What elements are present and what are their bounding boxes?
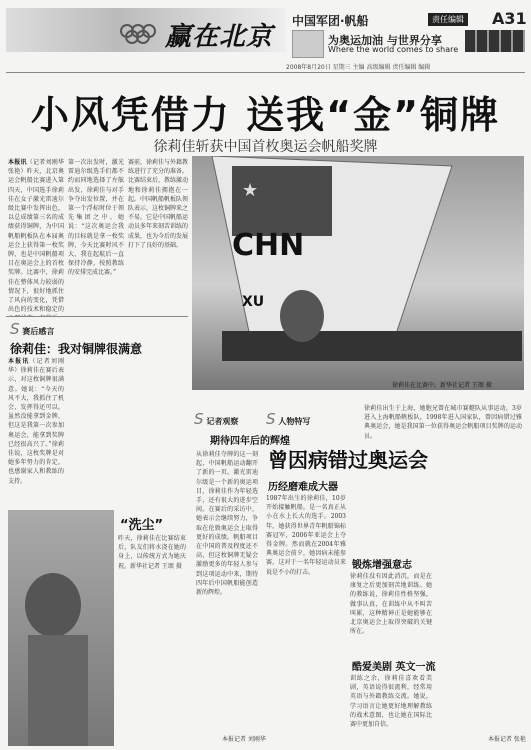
celebration-graphic	[8, 510, 114, 746]
section-header-observation	[194, 410, 238, 428]
paper-name: 中国军团·帆船	[292, 14, 369, 28]
dateline: 2008年8月20日 星期三 主编 高级编辑 责任编辑 编辑	[286, 64, 431, 71]
celebration-label: “洗尘”	[120, 518, 164, 533]
lead-article-column-3	[128, 158, 188, 316]
aftermatch-column-3	[128, 357, 188, 507]
observation-author: 本报记者 刘刚华	[222, 736, 266, 743]
edition-badge: 责任编辑	[428, 13, 468, 26]
subheadline: 徐莉佳斩获中国首枚奥运会帆船奖牌	[153, 139, 378, 155]
header-rule	[6, 72, 525, 73]
observation-title: 期待四年后的辉煌	[210, 436, 290, 447]
profile-text-2: 徐莉佳没有因此消沉，而是在康复之后更加刻苦地训练。她的教练说，徐莉佳性格坚强，做事认真，在训练中从不叫苦叫累，这种精神正是她能够在北京奥运会上取得突破的关键所在。	[350, 573, 432, 636]
profile-column-1	[266, 494, 346, 734]
celebration-caption: 昨天，徐莉佳在比赛结束后，队友们将水浇在她的身上，以传统方式为她庆祝。新华社记者 王颂 摄	[118, 535, 186, 570]
lead-byline: 本报讯	[8, 159, 27, 166]
lead-text: （记者刘刚华 张艳）昨天，北京奥运会帆船比赛进入第四天，中国选手徐莉佳在女子激光雷迪尔级比赛中发挥出色，以总成绩第三名的成绩获得铜牌，为中国帆船帆板队在本届奥运会上获得第一枚奖牌，也是中国帆船项目在奥运会上的首枚奖牌。比赛中，徐莉佳在整体风力较弱的情况下，很好地抓住了风向的变化，凭借出色的技术和稳定的	[8, 159, 64, 314]
section-letter: S	[194, 410, 204, 428]
sailboat-graphic	[192, 156, 524, 390]
observation-text: 从徐莉佳夺牌的这一刻起，中国帆船运动翻开了新的一页。激光雷迪尔级是一个新的奥运项目，徐莉佳作为年轻选手，还有很大的进步空间。在赛后的采访中，她表示会继续努力，争取在伦敦奥运会上取得更好的成绩。帆船项目在中国的普及程度还不高，但这枚铜牌无疑会激励更多的年轻人参与到这项运动中来，期待四年后中国帆船能创造新的辉煌。	[196, 451, 258, 597]
left-rule	[6, 316, 188, 317]
aftermatch-byline: 本报讯	[8, 358, 30, 365]
section-label: 记者观察	[206, 417, 239, 426]
lead-article-column-2	[68, 158, 124, 316]
masthead	[0, 0, 531, 60]
observation-column-1	[196, 450, 258, 730]
section-header-aftermatch	[10, 320, 54, 338]
profile-column-2b	[350, 572, 432, 652]
profile-column-3	[436, 478, 524, 728]
lead-text-col3: 赛前，徐莉佳与外籍教练进行了充分的准备。比赛结束后，教练激动地和徐莉佳拥抱在一起。中国帆船帆板队领队表示，这枚铜牌来之不易，它是中国帆船运动员多年来刻苦训练的成果，也为今后的发展打下了良好的基础。	[128, 159, 188, 249]
sail-country-code: CHN	[232, 228, 305, 263]
section-label: 赛后感言	[22, 327, 55, 336]
page-number: A31	[492, 9, 527, 28]
aftermatch-title: 徐莉佳：我对铜牌很满意	[10, 342, 143, 356]
section-letter: S	[10, 320, 20, 338]
profile-subhead-2: 锻炼增强意志	[352, 560, 412, 571]
section-header-profile	[266, 410, 310, 428]
sailing-photo	[192, 156, 524, 390]
section-letter: S	[266, 410, 276, 428]
slogan-cn: 为奥运加油 与世界分享	[328, 34, 442, 47]
banner-title: 赢在北京	[165, 22, 274, 52]
slogan-en: Where the world comes to share	[328, 45, 459, 54]
lead-article-column-1	[8, 158, 64, 316]
aftermatch-text: （记者刘刚华）徐莉佳在赛后表示，对这枚铜牌很满意。她说：“今天的风不大，我抓住了机会，发挥得还可以。虽然没能拿到金牌，但这是我第一次参加奥运会，能拿到奖牌已经很高兴了。”徐莉佳说，这枚奖牌是对她多年努力的肯定，也感谢家人和教练的支持。	[8, 358, 64, 485]
section-label: 人物特写	[278, 417, 311, 426]
profile-text-3: 训练之余，徐莉佳喜欢看美剧，英语说得很流利，经常用英语与外籍教练交流。她说，学习语言让她更好地理解教练的战术意图，也让她在国际比赛中更加自信。	[350, 675, 432, 729]
svg-text:★: ★	[242, 180, 259, 201]
profile-column-2c	[350, 674, 432, 742]
profile-title: 曾因病错过奥运会	[268, 448, 428, 472]
beijing-emblem-icon	[292, 30, 324, 58]
profile-column-2a	[350, 478, 432, 552]
aftermatch-column-2	[68, 357, 124, 507]
olympic-rings-icon	[120, 24, 156, 42]
mascots-icon	[465, 30, 525, 52]
profile-photo-caption: 徐莉佳出生于上海，她胞兄曾在城市赛艇队从事运动，3岁进入上海帆船帆板队，1998年进入国家队，曾因病错过雅典奥运会，她是我国第一位获得奥运会帆船项目奖牌的运动员。	[364, 405, 522, 440]
aftermatch-column-1	[8, 357, 64, 507]
profile-subhead-3: 酷爱美剧 英文一流	[352, 662, 436, 673]
sail-name: XU	[242, 294, 265, 310]
headline: 小风凭借力 送我“金”铜牌	[30, 93, 501, 137]
profile-text-1: 1987年出生的徐莉佳，10岁开始接触帆船，是一名真正从小在水上长大的选手。2003年，她获得世界青年帆船锦标赛冠军，2006年亚运会上夺得金牌。然而就在2004年雅典奥运会前夕，她因病未能参赛，这对于一名年轻运动员来说是不小的打击。	[266, 495, 346, 576]
celebration-photo	[8, 510, 114, 746]
lead-text-col2: 第一次出发时，激光雷迪尔级选手们都不约而同地选择了左舷出发，徐莉佳与对手争夺出发位置，并在第一个浮标时位于领先集团之中。她说：“这次奥运会我的目标就是拿一枚奖牌，今天比赛时风不大，我在起航后一直保持冷静，按照教练的安排完成比赛。”	[68, 159, 124, 277]
profile-subhead-1: 历经磨难成大器	[268, 482, 338, 493]
photo-caption: 徐莉佳在比赛中。新华社记者 王颂 摄	[392, 382, 492, 389]
profile-author: 本报记者 张艳	[488, 736, 526, 743]
